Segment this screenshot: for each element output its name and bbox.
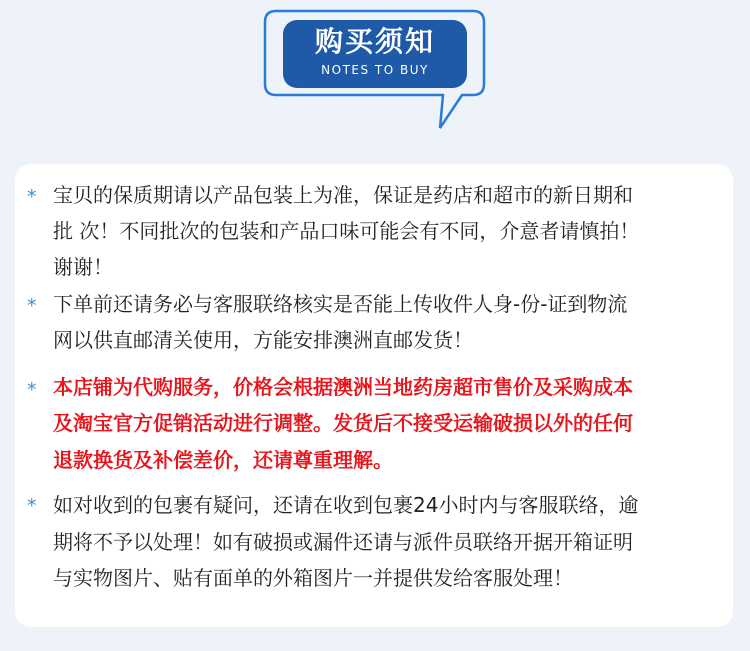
note-line: 下单前还请务必与客服联络核实是否能上传收件人身-份-证到物流 xyxy=(53,292,628,316)
notes-badge xyxy=(0,0,750,170)
badge-subtitle: NOTES TO BUY xyxy=(321,63,429,77)
notes-card xyxy=(15,164,733,627)
note-line: 与实物图片、贴有面单的外箱图片一并提供发给客服处理！ xyxy=(53,566,573,590)
note-line: 如对收到的包裹有疑问，还请在收到包裹24小时内与客服联络，逾 xyxy=(53,493,639,517)
note-line: 谢谢！ xyxy=(53,255,113,279)
badge-title: 购买须知 xyxy=(314,25,435,58)
note-line: 宝贝的保质期请以产品包装上为准，保证是药店和超市的新日期和 xyxy=(53,183,633,207)
note-line: 及淘宝官方促销活动进行调整。发货后不接受运输破损以外的任何 xyxy=(53,411,633,435)
note-line: 网以供直邮清关使用，方能安排澳洲直邮发货！ xyxy=(53,328,473,352)
bullet-icon: * xyxy=(27,379,37,401)
bullet-icon: * xyxy=(27,186,37,208)
note-line: 批 次！不同批次的包装和产品口味可能会有不同，介意者请慎拍！ xyxy=(53,219,640,243)
bullet-icon: * xyxy=(27,495,37,517)
bullet-icon: * xyxy=(27,295,37,317)
note-line: 本店铺为代购服务，价格会根据澳洲当地药房超市售价及采购成本 xyxy=(53,375,633,399)
note-line: 退款换货及补偿差价，还请尊重理解。 xyxy=(53,448,393,472)
note-line: 期将不予以处理！如有破损或漏件还请与派件员联络开据开箱证明 xyxy=(53,530,633,554)
